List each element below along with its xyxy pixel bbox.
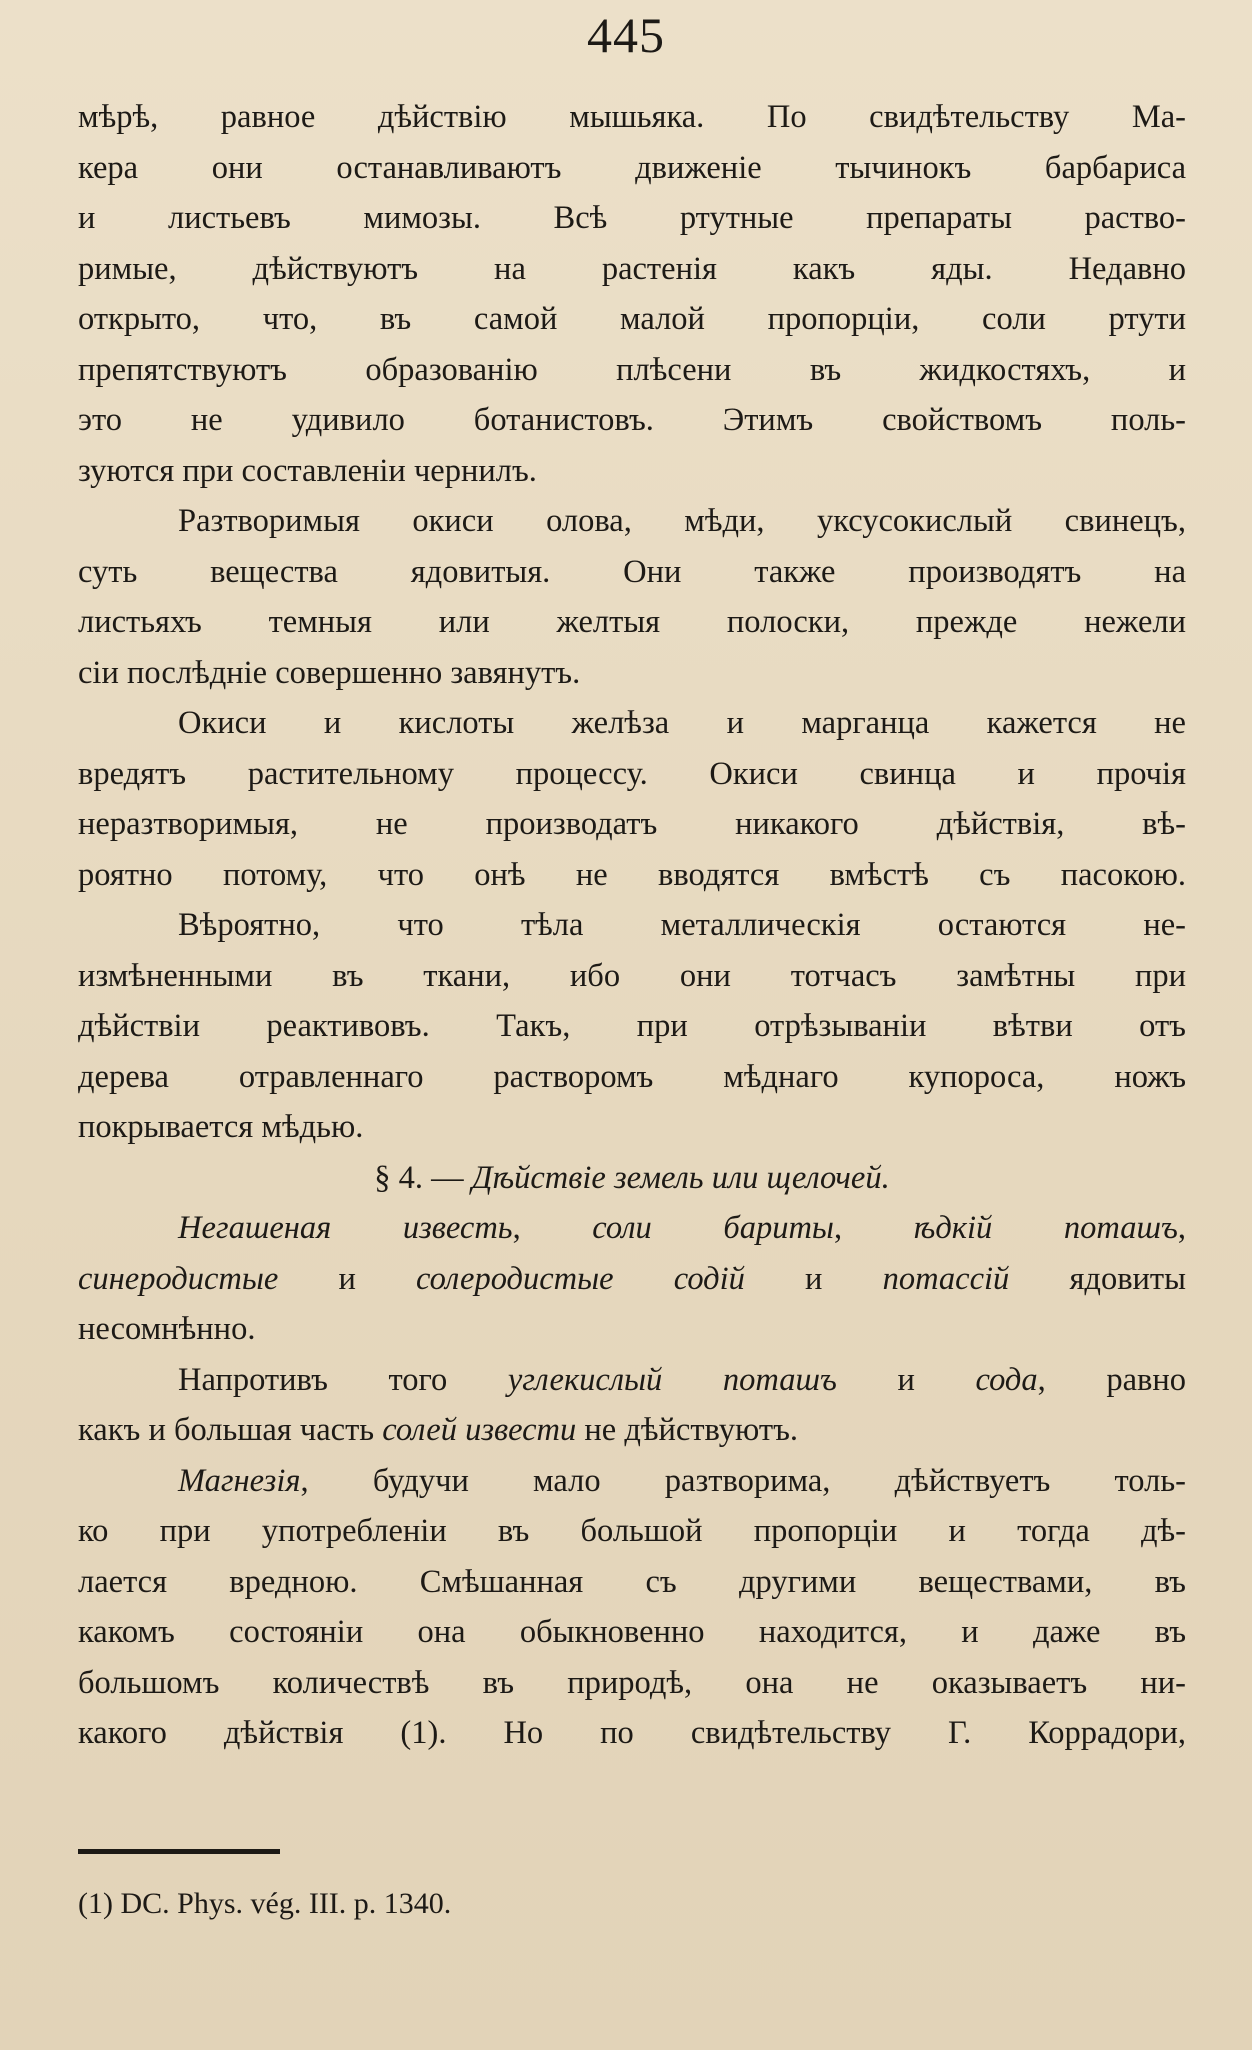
text-segment: Окиси и кислоты желѣза и марганца кажется не xyxy=(178,705,1186,741)
text-line xyxy=(78,1304,1186,1355)
text-segment: и xyxy=(836,1361,976,1398)
italic-segment: Магнезія xyxy=(178,1462,301,1499)
page-number: 445 xyxy=(587,7,665,63)
body-text xyxy=(78,92,1186,1759)
text-segment: какого дѣйствія (1). Но по свидѣтельству Г. Коррадори, xyxy=(78,1715,1186,1751)
text-segment: открыто, что, въ самой малой пропорціи, соли ртути xyxy=(78,301,1186,337)
text-line xyxy=(78,1405,1186,1456)
text-segment: сіи послѣдніе совершенно завянутъ. xyxy=(78,654,581,691)
text-segment: суть вещества ядовитыя. Они также производятъ на xyxy=(78,553,1186,590)
italic-segment: солеродистые содій xyxy=(416,1260,745,1297)
text-segment: § 4. — xyxy=(374,1159,472,1196)
text-line xyxy=(78,951,1186,1002)
text-line xyxy=(78,698,1186,749)
text-segment: , xyxy=(833,1210,914,1246)
text-line xyxy=(78,1607,1186,1658)
text-segment: Напротивъ того xyxy=(178,1361,508,1398)
text-line xyxy=(78,294,1186,345)
text-segment: это не удивило ботанистовъ. Этимъ свойствомъ поль- xyxy=(78,402,1186,438)
text-segment: и листьевъ мимозы. Всѣ ртутные препараты раство- xyxy=(78,200,1186,236)
text-segment: какомъ состояніи она обыкновенно находится, и даже въ xyxy=(78,1614,1186,1650)
footnote-rule xyxy=(78,1849,280,1854)
text-line xyxy=(78,900,1186,951)
text-line xyxy=(78,597,1186,648)
text-line xyxy=(78,1557,1186,1608)
text-segment: не дѣйствуютъ. xyxy=(576,1412,799,1448)
text-segment: покрывается мѣдью. xyxy=(78,1109,364,1145)
text-line xyxy=(78,648,1186,699)
text-segment: , равно xyxy=(1037,1361,1186,1398)
text-segment: , будучи мало разтворима, дѣйствуетъ толь- xyxy=(300,1462,1186,1499)
text-segment: препятствуютъ образованію плѣсени въ жидкостяхъ, и xyxy=(78,351,1186,388)
italic-segment: Дѣйствіе земель или щелочей. xyxy=(471,1159,890,1196)
text-line xyxy=(78,1355,1186,1406)
italic-segment: углекислый поташъ xyxy=(507,1361,837,1398)
text-line xyxy=(78,1001,1186,1052)
text-line xyxy=(78,1153,1186,1204)
italic-segment: потассій xyxy=(882,1260,1010,1297)
italic-segment: ѣдкій поташъ xyxy=(913,1210,1178,1246)
text-segment: листьяхъ темныя или желтыя полоски, прежде нежели xyxy=(78,604,1186,640)
text-line xyxy=(78,143,1186,194)
text-segment: Разтворимыя окиси олова, мѣди, уксусокислый свинецъ, xyxy=(178,503,1186,539)
italic-segment: синеродистые xyxy=(78,1260,279,1297)
text-segment: роятно потому, что онѣ не вводятся вмѣстѣ съ пасокою. xyxy=(78,856,1186,893)
text-line xyxy=(78,193,1186,244)
text-line xyxy=(78,1658,1186,1709)
text-segment: вредятъ растительному процессу. Окиси свинца и прочія xyxy=(78,755,1186,792)
text-line xyxy=(78,1708,1186,1759)
text-segment: римые, дѣйствуютъ на растенія какъ яды. Недавно xyxy=(78,250,1186,287)
text-segment: лается вредною. Смѣшанная съ другими веществами, въ xyxy=(78,1563,1186,1600)
text-segment: , xyxy=(512,1210,593,1246)
text-segment: измѣненными въ ткани, ибо они тотчасъ замѣтны при xyxy=(78,957,1186,994)
text-line xyxy=(78,1254,1186,1305)
italic-segment: соли бариты xyxy=(592,1210,834,1246)
text-line xyxy=(78,1102,1186,1153)
text-segment: мѣрѣ, равное дѣйствію мышьяка. По свидѣтельству Ма- xyxy=(78,99,1186,135)
text-segment: ядовиты xyxy=(1009,1260,1186,1297)
text-line xyxy=(78,749,1186,800)
italic-segment: сода xyxy=(975,1361,1038,1398)
text-line xyxy=(78,496,1186,547)
text-line xyxy=(78,1456,1186,1507)
text-line xyxy=(78,92,1186,143)
text-segment: и xyxy=(278,1260,417,1297)
text-line xyxy=(78,244,1186,295)
text-segment: несомнѣнно. xyxy=(78,1311,256,1347)
text-segment: большомъ количествѣ въ природѣ, она не оказываетъ ни- xyxy=(78,1664,1186,1701)
text-line xyxy=(78,1203,1186,1254)
text-segment: Вѣроятно, что тѣла металлическія остаются не- xyxy=(178,907,1186,943)
text-segment: неразтворимыя, не производатъ никакого дѣйствія, вѣ- xyxy=(78,806,1186,842)
italic-segment: Негашеная известь xyxy=(178,1210,513,1246)
text-line xyxy=(78,850,1186,901)
text-line xyxy=(78,547,1186,598)
footnote: (1) DC. Phys. vég. III. p. 1340. xyxy=(78,1887,452,1920)
text-segment: ко при употребленіи въ большой пропорціи и тогда дѣ- xyxy=(78,1513,1186,1549)
text-segment: кера они останавливаютъ движеніе тычинокъ барбариса xyxy=(78,149,1186,186)
text-segment: дерева отравленнаго растворомъ мѣднаго купороса, ножъ xyxy=(78,1058,1186,1095)
text-line xyxy=(78,799,1186,850)
text-segment: дѣйствіи реактивовъ. Такъ, при отрѣзываніи вѣтви отъ xyxy=(78,1008,1186,1044)
text-line xyxy=(78,345,1186,396)
text-line xyxy=(78,1052,1186,1103)
text-line xyxy=(78,395,1186,446)
text-segment: зуются при составленіи чернилъ. xyxy=(78,452,537,489)
text-segment: и xyxy=(744,1260,883,1297)
italic-segment: солей извести xyxy=(382,1412,577,1448)
text-segment: , xyxy=(1177,1210,1187,1246)
text-line xyxy=(78,446,1186,497)
text-line xyxy=(78,1506,1186,1557)
text-segment: какъ и большая часть xyxy=(78,1412,383,1448)
